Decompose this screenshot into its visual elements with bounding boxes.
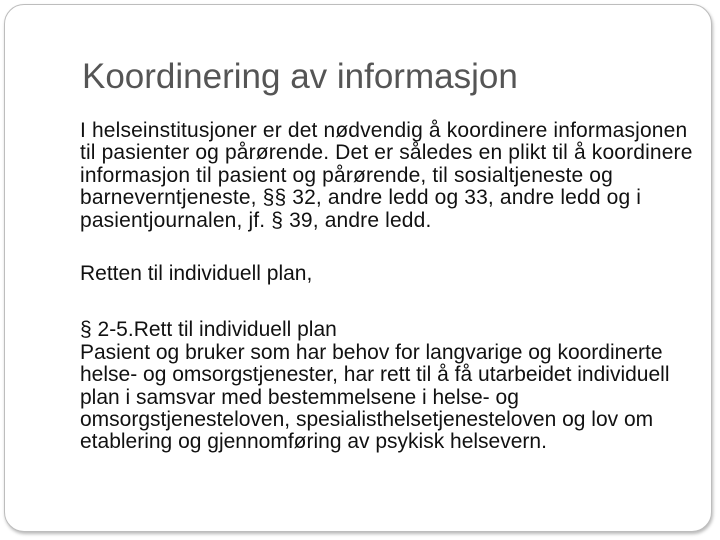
paragraph-section-text: Pasient og bruker som har behov for langvarige og koordinerte helse- og omsorgstjenester, har rett til å få utarbeidet individuell plan i samsvar med bestemmelsene i helse- og omsorgstjenesteloven, spesialisthelsetjenesteloven og lov om etablering og gjennomføring av psykisk helsevern.: [80, 340, 670, 454]
paragraph-right-to-plan: Retten til individuell plan,: [80, 262, 313, 286]
slide-body: [80, 120, 705, 454]
slide-title: Koordinering av informasjon: [82, 57, 518, 96]
paragraph-coordination-duty: I helseinstitusjoner er det nødvendig å koordinere informasjonen til pasienter og pårørende. Det er således en plikt til å koordinere informasjon til pasient og pårørende, til sosialtjeneste og barneverntjeneste, §§ 32, andre ledd og 33, andre ledd og i pasientjournalen, jf. § 39, andre ledd.: [80, 119, 693, 232]
slide-frame: [4, 4, 712, 532]
paragraph-section-heading: § 2-5.Rett til individuell plan: [80, 318, 337, 342]
